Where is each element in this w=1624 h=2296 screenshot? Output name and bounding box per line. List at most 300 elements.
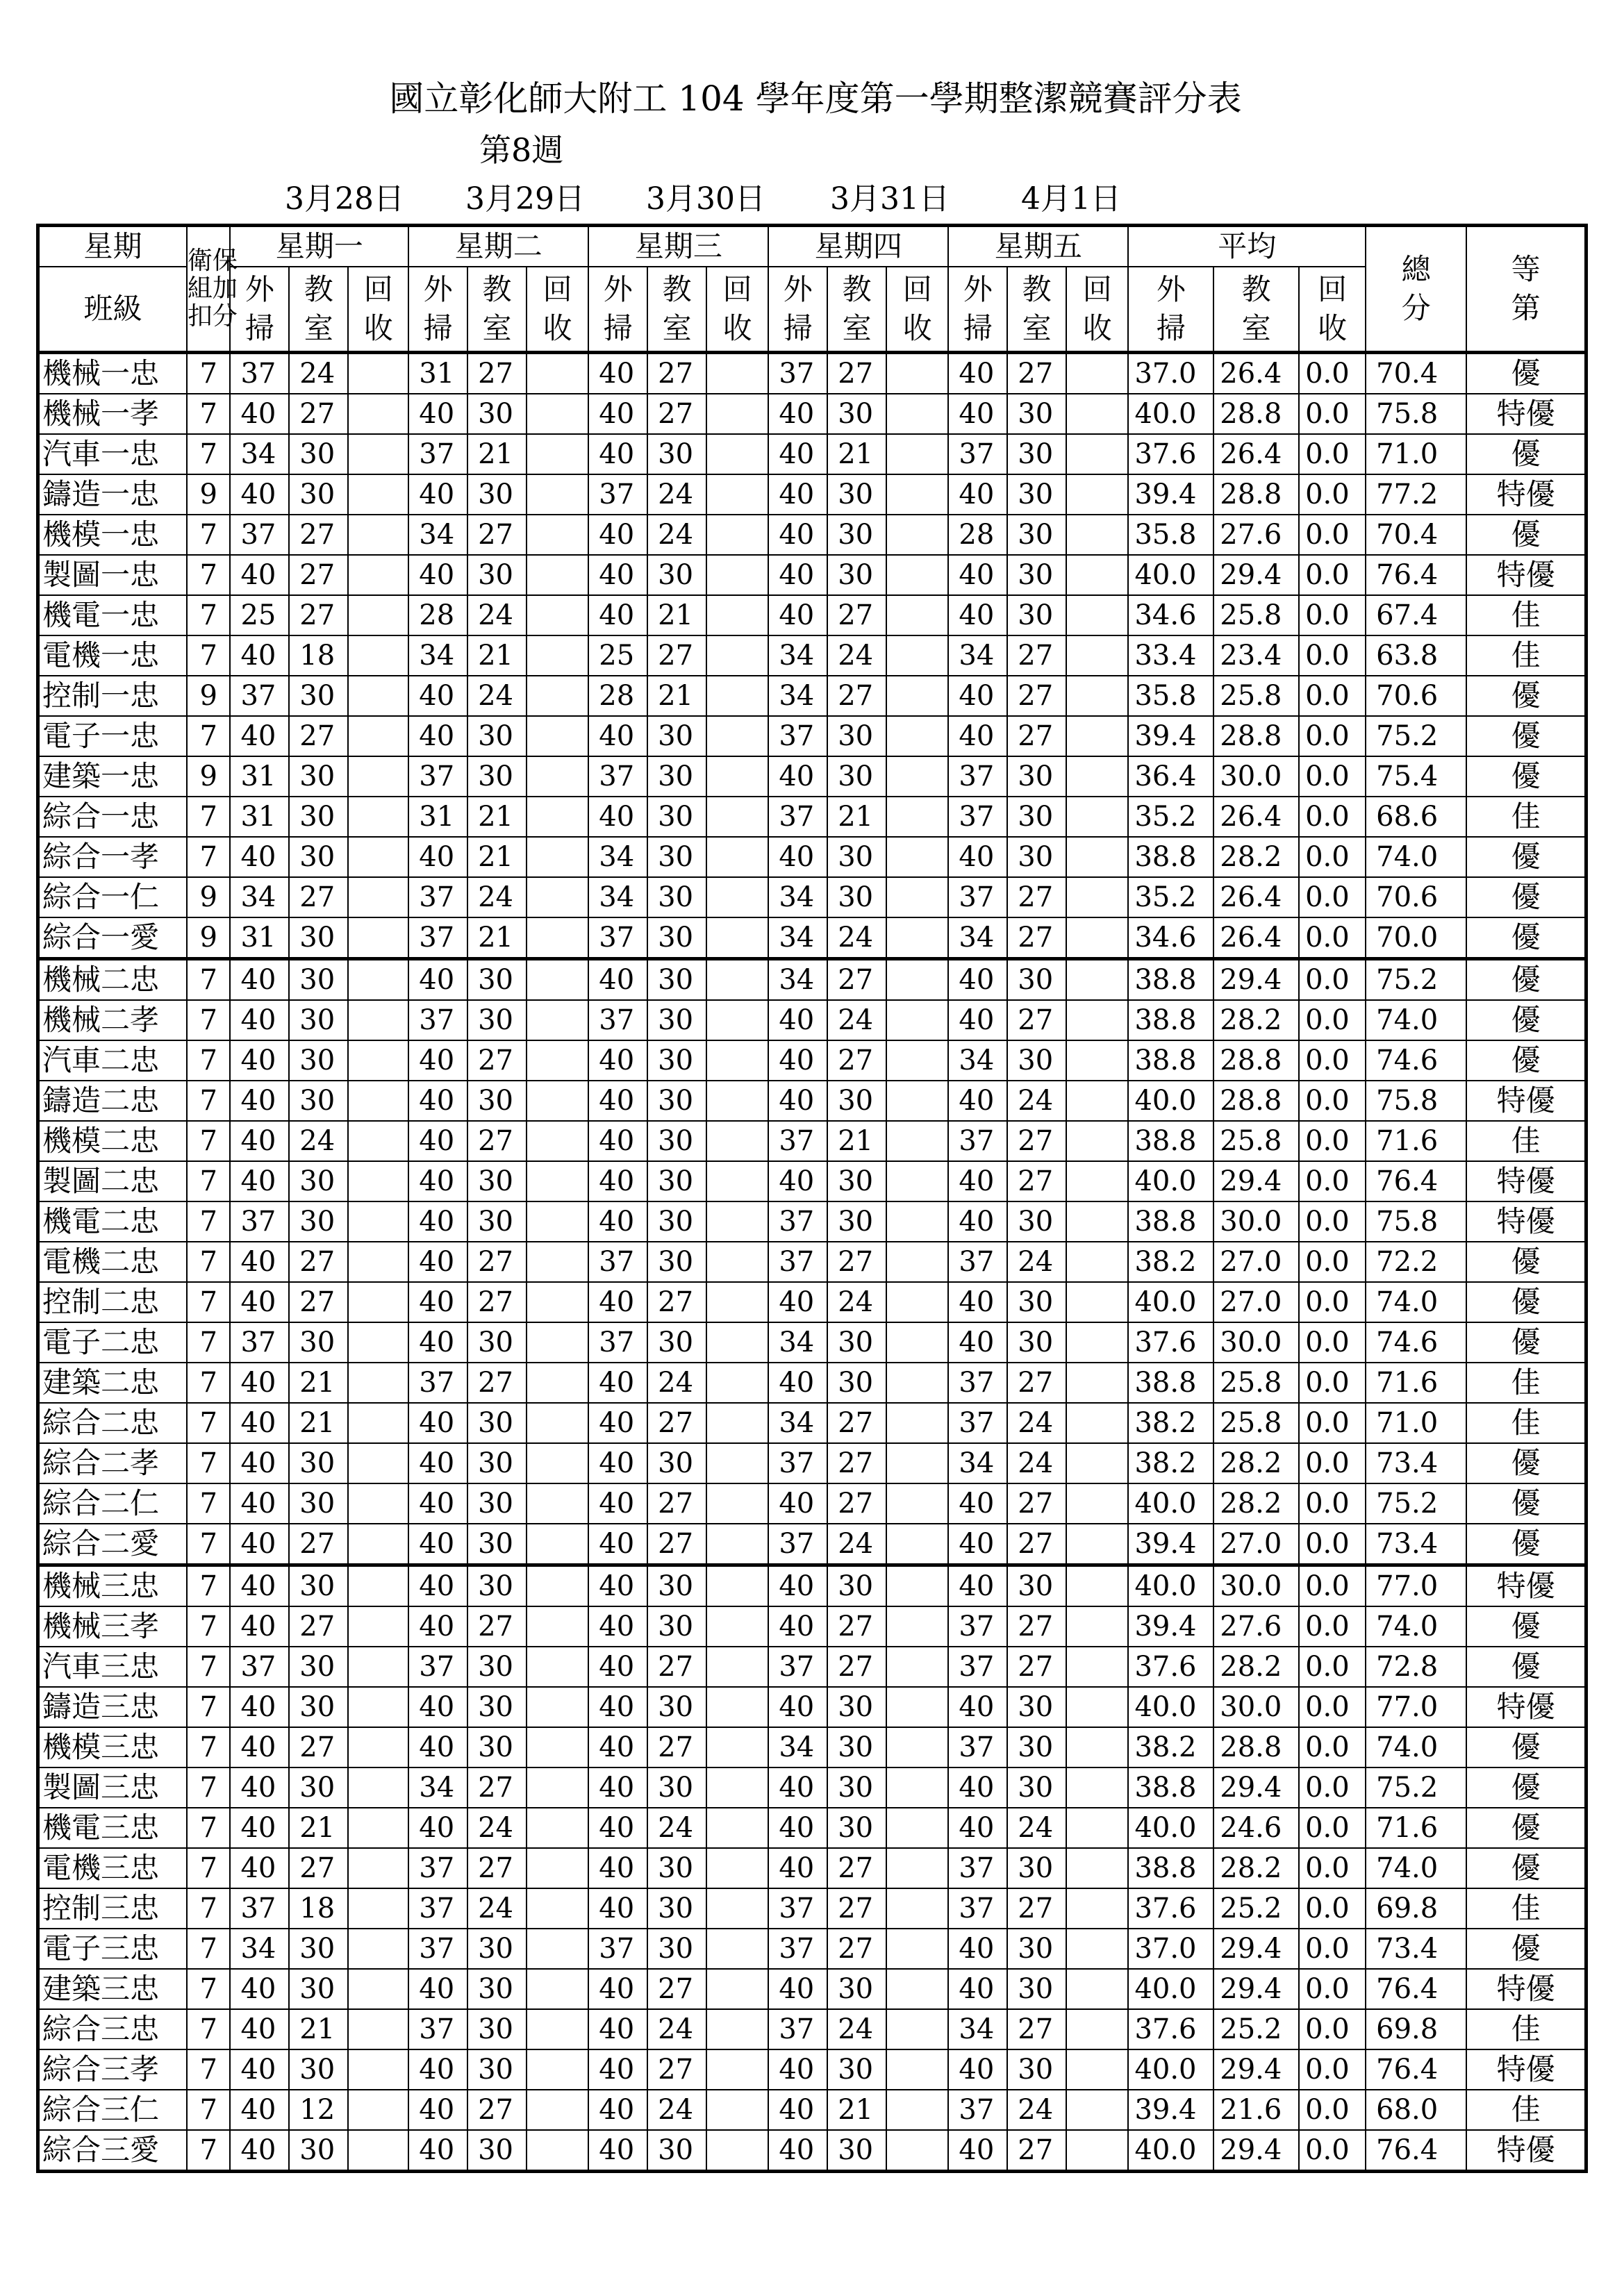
classroom-score: 27 — [647, 1969, 706, 2009]
classroom-score: 21 — [647, 595, 706, 635]
recycle-score — [348, 1363, 408, 1403]
average-score: 26.4 — [1213, 353, 1299, 394]
bonus-score: 7 — [187, 1565, 231, 1607]
recycle-score — [348, 555, 408, 595]
outdoor-score: 31 — [230, 797, 289, 837]
table-row — [38, 1565, 1586, 1607]
outdoor-score: 34 — [230, 877, 289, 917]
recycle-score — [1066, 1969, 1128, 2009]
recycle-score — [886, 917, 948, 959]
recycle-score — [1066, 394, 1128, 434]
average-sub-header-3 — [1299, 267, 1366, 353]
bonus-header-line: 扣分 — [187, 302, 238, 331]
recycle-score — [348, 595, 408, 635]
classroom-score: 30 — [1007, 1565, 1066, 1607]
outdoor-score: 40 — [768, 394, 827, 434]
bonus-score: 7 — [187, 1443, 231, 1483]
outdoor-score: 40 — [948, 1687, 1007, 1727]
recycle-score — [348, 1848, 408, 1888]
classroom-score: 27 — [647, 1282, 706, 1322]
classroom-score: 21 — [289, 1403, 348, 1443]
average-score: 37.6 — [1128, 1322, 1213, 1363]
outdoor-score: 34 — [768, 1727, 827, 1767]
total-score: 75.8 — [1366, 1201, 1466, 1242]
total-score: 76.4 — [1366, 2049, 1466, 2090]
recycle-score — [886, 1161, 948, 1201]
classroom-score: 24 — [647, 474, 706, 515]
recycle-score — [527, 1727, 588, 1767]
recycle-score — [348, 1403, 408, 1443]
recycle-score — [706, 1081, 768, 1121]
recycle-score — [348, 676, 408, 716]
classroom-score: 30 — [289, 1647, 348, 1687]
outdoor-score: 40 — [948, 959, 1007, 1001]
outdoor-score: 37 — [948, 1848, 1007, 1888]
average-score: 40.0 — [1128, 555, 1213, 595]
recycle-score — [706, 1848, 768, 1888]
recycle-score — [348, 1322, 408, 1363]
bonus-score: 7 — [187, 1040, 231, 1081]
outdoor-score: 31 — [408, 353, 467, 394]
sub-header-stack — [949, 270, 1006, 348]
table-row — [38, 1767, 1586, 1808]
average-score: 0.0 — [1299, 716, 1366, 756]
outdoor-score: 40 — [230, 2090, 289, 2130]
classroom-score: 30 — [827, 1565, 886, 1607]
outdoor-score: 40 — [768, 1767, 827, 1808]
outdoor-score: 40 — [948, 595, 1007, 635]
outdoor-score: 40 — [948, 1808, 1007, 1848]
recycle-score — [886, 635, 948, 676]
recycle-score — [706, 676, 768, 716]
recycle-score — [527, 1161, 588, 1201]
average-score: 0.0 — [1299, 2130, 1366, 2172]
recycle-score — [348, 756, 408, 797]
classroom-score: 27 — [289, 877, 348, 917]
classroom-score: 30 — [647, 1443, 706, 1483]
table-row — [38, 2130, 1586, 2172]
bonus-score: 7 — [187, 2009, 231, 2049]
day-3-sub-header-3 — [706, 267, 768, 353]
outdoor-score: 37 — [948, 1606, 1007, 1647]
outdoor-score: 40 — [948, 474, 1007, 515]
outdoor-score: 40 — [230, 2009, 289, 2049]
recycle-score — [886, 1767, 948, 1808]
rank-grade: 優 — [1466, 1848, 1586, 1888]
table-row — [38, 1121, 1586, 1161]
sub-header-bottom: 室 — [1241, 311, 1271, 345]
outdoor-score: 40 — [408, 1242, 467, 1282]
sub-header-top: 教 — [1022, 272, 1052, 306]
classroom-score: 27 — [467, 353, 527, 394]
class-name: 機械三忠 — [38, 1565, 187, 1607]
outdoor-score: 40 — [408, 474, 467, 515]
table-row — [38, 1201, 1586, 1242]
recycle-score — [706, 1242, 768, 1282]
outdoor-score: 40 — [948, 1483, 1007, 1524]
outdoor-score: 40 — [588, 1443, 647, 1483]
classroom-score: 30 — [467, 1000, 527, 1040]
rank-grade: 優 — [1466, 917, 1586, 959]
classroom-score: 30 — [467, 1081, 527, 1121]
outdoor-score: 40 — [230, 555, 289, 595]
classroom-score: 30 — [647, 1565, 706, 1607]
day-4-sub-header-3 — [886, 267, 948, 353]
recycle-score — [527, 837, 588, 877]
recycle-score — [527, 1808, 588, 1848]
class-name: 電機一忠 — [38, 635, 187, 676]
outdoor-score: 40 — [408, 1121, 467, 1161]
outdoor-score: 37 — [588, 1929, 647, 1969]
outdoor-score: 40 — [948, 1161, 1007, 1201]
class-name: 機械一孝 — [38, 394, 187, 434]
outdoor-score: 37 — [768, 1524, 827, 1565]
class-name: 綜合一孝 — [38, 837, 187, 877]
recycle-score — [527, 1363, 588, 1403]
class-name: 建築三忠 — [38, 1969, 187, 2009]
average-score: 0.0 — [1299, 1767, 1366, 1808]
table-body — [38, 353, 1586, 2172]
page-title: 國立彰化師大附工 104 學年度第一學期整潔競賽評分表 — [389, 78, 1242, 119]
outdoor-score: 40 — [588, 1040, 647, 1081]
average-score: 0.0 — [1299, 1161, 1366, 1201]
sub-header-stack — [1008, 270, 1066, 348]
classroom-score: 30 — [1007, 1929, 1066, 1969]
rank-grade: 特優 — [1466, 1565, 1586, 1607]
classroom-score: 27 — [827, 1443, 886, 1483]
recycle-score — [886, 1282, 948, 1322]
outdoor-score: 40 — [588, 1727, 647, 1767]
average-score: 28.8 — [1213, 1727, 1299, 1767]
outdoor-score: 40 — [230, 1443, 289, 1483]
recycle-score — [527, 2049, 588, 2090]
recycle-score — [527, 877, 588, 917]
class-name: 綜合二愛 — [38, 1524, 187, 1565]
bonus-score: 7 — [187, 1403, 231, 1443]
recycle-score — [1066, 2090, 1128, 2130]
classroom-score: 30 — [467, 394, 527, 434]
classroom-score: 30 — [1007, 1767, 1066, 1808]
classroom-score: 30 — [289, 1565, 348, 1607]
outdoor-score: 37 — [408, 2009, 467, 2049]
sub-header-top: 教 — [304, 272, 333, 306]
bonus-score: 7 — [187, 1687, 231, 1727]
recycle-score — [348, 515, 408, 555]
day-5-sub-header-2 — [1007, 267, 1066, 353]
outdoor-score: 37 — [768, 797, 827, 837]
recycle-score — [1066, 1565, 1128, 1607]
classroom-score: 27 — [827, 1483, 886, 1524]
recycle-score — [348, 2090, 408, 2130]
class-name: 綜合三忠 — [38, 2009, 187, 2049]
average-score: 30.0 — [1213, 756, 1299, 797]
average-score: 40.0 — [1128, 1483, 1213, 1524]
recycle-score — [527, 394, 588, 434]
recycle-score — [527, 1443, 588, 1483]
outdoor-score: 40 — [230, 635, 289, 676]
classroom-score: 30 — [827, 1363, 886, 1403]
total-score: 68.0 — [1366, 2090, 1466, 2130]
recycle-score — [886, 959, 948, 1001]
class-name: 電子二忠 — [38, 1322, 187, 1363]
classroom-score: 27 — [827, 1848, 886, 1888]
classroom-score: 30 — [467, 1161, 527, 1201]
outdoor-score: 40 — [948, 2049, 1007, 2090]
classroom-score: 30 — [1007, 1727, 1066, 1767]
outdoor-score: 34 — [948, 917, 1007, 959]
recycle-score — [527, 2009, 588, 2049]
outdoor-score: 40 — [588, 2090, 647, 2130]
day-header-3: 星期三 — [588, 226, 768, 267]
average-score: 38.8 — [1128, 1121, 1213, 1161]
rank-grade: 特優 — [1466, 2049, 1586, 2090]
average-score: 25.8 — [1213, 1403, 1299, 1443]
outdoor-score: 37 — [948, 1403, 1007, 1443]
bonus-score: 7 — [187, 1808, 231, 1848]
recycle-score — [1066, 676, 1128, 716]
classroom-score: 30 — [1007, 797, 1066, 837]
bonus-score: 7 — [187, 1524, 231, 1565]
total-score: 73.4 — [1366, 1443, 1466, 1483]
recycle-score — [527, 1848, 588, 1888]
recycle-score — [348, 1767, 408, 1808]
day-3-sub-header-1 — [588, 267, 647, 353]
average-score: 0.0 — [1299, 1081, 1366, 1121]
outdoor-score: 40 — [408, 1040, 467, 1081]
outdoor-score: 40 — [230, 837, 289, 877]
rank-grade: 特優 — [1466, 1161, 1586, 1201]
bonus-score: 7 — [187, 797, 231, 837]
classroom-score: 24 — [467, 595, 527, 635]
classroom-score: 27 — [289, 1848, 348, 1888]
recycle-score — [886, 1040, 948, 1081]
classroom-score: 30 — [827, 2130, 886, 2172]
classroom-score: 30 — [647, 917, 706, 959]
total-score: 76.4 — [1366, 1161, 1466, 1201]
recycle-score — [348, 1808, 408, 1848]
classroom-score: 30 — [647, 756, 706, 797]
classroom-score: 27 — [1007, 1161, 1066, 1201]
classroom-score: 27 — [1007, 1483, 1066, 1524]
sub-header-top: 外 — [423, 272, 453, 306]
classroom-score: 27 — [647, 394, 706, 434]
outdoor-score: 40 — [408, 1161, 467, 1201]
recycle-score — [527, 2090, 588, 2130]
recycle-score — [1066, 877, 1128, 917]
outdoor-score: 40 — [588, 434, 647, 474]
average-score: 38.2 — [1128, 1403, 1213, 1443]
class-name: 電子一忠 — [38, 716, 187, 756]
average-score: 35.8 — [1128, 676, 1213, 716]
header-row-days — [38, 226, 1586, 267]
recycle-score — [886, 837, 948, 877]
recycle-score — [348, 1242, 408, 1282]
class-name: 電子三忠 — [38, 1929, 187, 1969]
outdoor-score: 40 — [768, 1483, 827, 1524]
average-score: 0.0 — [1299, 394, 1366, 434]
recycle-score — [1066, 1483, 1128, 1524]
outdoor-score: 40 — [948, 1282, 1007, 1322]
recycle-score — [348, 716, 408, 756]
outdoor-score: 40 — [408, 1443, 467, 1483]
outdoor-score: 40 — [768, 1081, 827, 1121]
outdoor-score: 40 — [768, 595, 827, 635]
rank-grade: 特優 — [1466, 2130, 1586, 2172]
outdoor-score: 37 — [230, 515, 289, 555]
average-score: 0.0 — [1299, 595, 1366, 635]
outdoor-score: 40 — [408, 1081, 467, 1121]
classroom-score: 24 — [1007, 1403, 1066, 1443]
classroom-score: 24 — [1007, 1242, 1066, 1282]
rank-grade: 佳 — [1466, 2090, 1586, 2130]
average-score: 26.4 — [1213, 434, 1299, 474]
total-score: 73.4 — [1366, 1929, 1466, 1969]
table-row — [38, 394, 1586, 434]
average-score: 26.4 — [1213, 917, 1299, 959]
average-score: 40.0 — [1128, 394, 1213, 434]
total-score: 70.4 — [1366, 353, 1466, 394]
classroom-score: 27 — [1007, 635, 1066, 676]
outdoor-score: 34 — [588, 877, 647, 917]
table-row — [38, 837, 1586, 877]
outdoor-score: 40 — [768, 756, 827, 797]
recycle-score — [527, 434, 588, 474]
bonus-score: 7 — [187, 595, 231, 635]
outdoor-score: 40 — [588, 797, 647, 837]
recycle-score — [527, 1282, 588, 1322]
recycle-score — [886, 353, 948, 394]
classroom-score: 24 — [827, 2009, 886, 2049]
sub-header-top: 回 — [722, 272, 752, 306]
classroom-score: 30 — [647, 1929, 706, 1969]
recycle-score — [527, 1606, 588, 1647]
bonus-score: 7 — [187, 1242, 231, 1282]
classroom-score: 27 — [827, 1647, 886, 1687]
outdoor-score: 40 — [408, 1524, 467, 1565]
average-score: 0.0 — [1299, 797, 1366, 837]
outdoor-score: 40 — [230, 394, 289, 434]
classroom-score: 30 — [827, 515, 886, 555]
outdoor-score: 37 — [948, 877, 1007, 917]
classroom-score: 30 — [647, 877, 706, 917]
outdoor-score: 40 — [230, 1242, 289, 1282]
outdoor-score: 40 — [768, 2130, 827, 2172]
recycle-score — [1066, 1647, 1128, 1687]
classroom-score: 27 — [1007, 2130, 1066, 2172]
average-score: 0.0 — [1299, 959, 1366, 1001]
table-row — [38, 1848, 1586, 1888]
classroom-score: 30 — [467, 2009, 527, 2049]
classroom-score: 30 — [1007, 434, 1066, 474]
recycle-score — [886, 1000, 948, 1040]
recycle-score — [348, 394, 408, 434]
classroom-score: 30 — [827, 394, 886, 434]
rank-grade: 佳 — [1466, 635, 1586, 676]
classroom-score: 27 — [467, 515, 527, 555]
average-score: 0.0 — [1299, 1888, 1366, 1929]
classroom-score: 30 — [467, 1201, 527, 1242]
recycle-score — [527, 676, 588, 716]
classroom-score: 30 — [1007, 1201, 1066, 1242]
recycle-score — [348, 1040, 408, 1081]
average-score: 28.8 — [1213, 1040, 1299, 1081]
average-score: 37.0 — [1128, 1929, 1213, 1969]
table-row — [38, 1727, 1586, 1767]
recycle-score — [527, 1929, 588, 1969]
outdoor-score: 40 — [588, 1363, 647, 1403]
recycle-score — [706, 1969, 768, 2009]
total-score: 74.0 — [1366, 1282, 1466, 1322]
classroom-score: 21 — [827, 797, 886, 837]
recycle-score — [527, 797, 588, 837]
bonus-score: 7 — [187, 515, 231, 555]
rank-grade: 優 — [1466, 1929, 1586, 1969]
average-score: 24.6 — [1213, 1808, 1299, 1848]
classroom-score: 30 — [647, 2130, 706, 2172]
average-score: 23.4 — [1213, 635, 1299, 676]
sub-header-stack — [1067, 270, 1127, 348]
table-row — [38, 1363, 1586, 1403]
outdoor-score: 40 — [588, 1201, 647, 1242]
recycle-score — [1066, 1242, 1128, 1282]
recycle-score — [706, 716, 768, 756]
sub-header-stack — [290, 270, 347, 348]
outdoor-score: 40 — [230, 1363, 289, 1403]
outdoor-score: 40 — [588, 1081, 647, 1121]
total-score: 71.6 — [1366, 1808, 1466, 1848]
outdoor-score: 40 — [230, 1000, 289, 1040]
class-name: 機械二孝 — [38, 1000, 187, 1040]
recycle-score — [706, 1727, 768, 1767]
class-name: 控制二忠 — [38, 1282, 187, 1322]
average-score: 28.2 — [1213, 1848, 1299, 1888]
recycle-score — [886, 1322, 948, 1363]
classroom-score: 30 — [1007, 474, 1066, 515]
recycle-score — [706, 837, 768, 877]
average-score: 28.2 — [1213, 837, 1299, 877]
outdoor-score: 40 — [768, 1848, 827, 1888]
classroom-score: 30 — [467, 1929, 527, 1969]
recycle-score — [886, 1483, 948, 1524]
table-row — [38, 1403, 1586, 1443]
average-score: 0.0 — [1299, 1443, 1366, 1483]
outdoor-score: 40 — [588, 1647, 647, 1687]
rank-grade: 特優 — [1466, 1081, 1586, 1121]
rank-header-line: 等 — [1511, 252, 1541, 286]
recycle-score — [527, 2130, 588, 2172]
class-name: 機械三孝 — [38, 1606, 187, 1647]
recycle-score — [1066, 474, 1128, 515]
average-score: 0.0 — [1299, 555, 1366, 595]
table-row — [38, 555, 1586, 595]
rank-grade: 優 — [1466, 1322, 1586, 1363]
outdoor-score: 37 — [948, 1121, 1007, 1161]
recycle-score — [527, 555, 588, 595]
classroom-score: 30 — [647, 959, 706, 1001]
average-score: 0.0 — [1299, 1363, 1366, 1403]
recycle-score — [886, 1121, 948, 1161]
sub-header-bottom: 收 — [902, 311, 932, 345]
outdoor-score: 34 — [948, 1040, 1007, 1081]
classroom-score: 30 — [289, 1081, 348, 1121]
total-header — [1366, 226, 1466, 353]
average-score: 35.2 — [1128, 877, 1213, 917]
classroom-score: 30 — [827, 1161, 886, 1201]
recycle-score — [886, 1565, 948, 1607]
date-label-4: 3月31日 — [830, 181, 950, 217]
classroom-score: 27 — [467, 1121, 527, 1161]
sub-header-bottom: 室 — [662, 311, 692, 345]
